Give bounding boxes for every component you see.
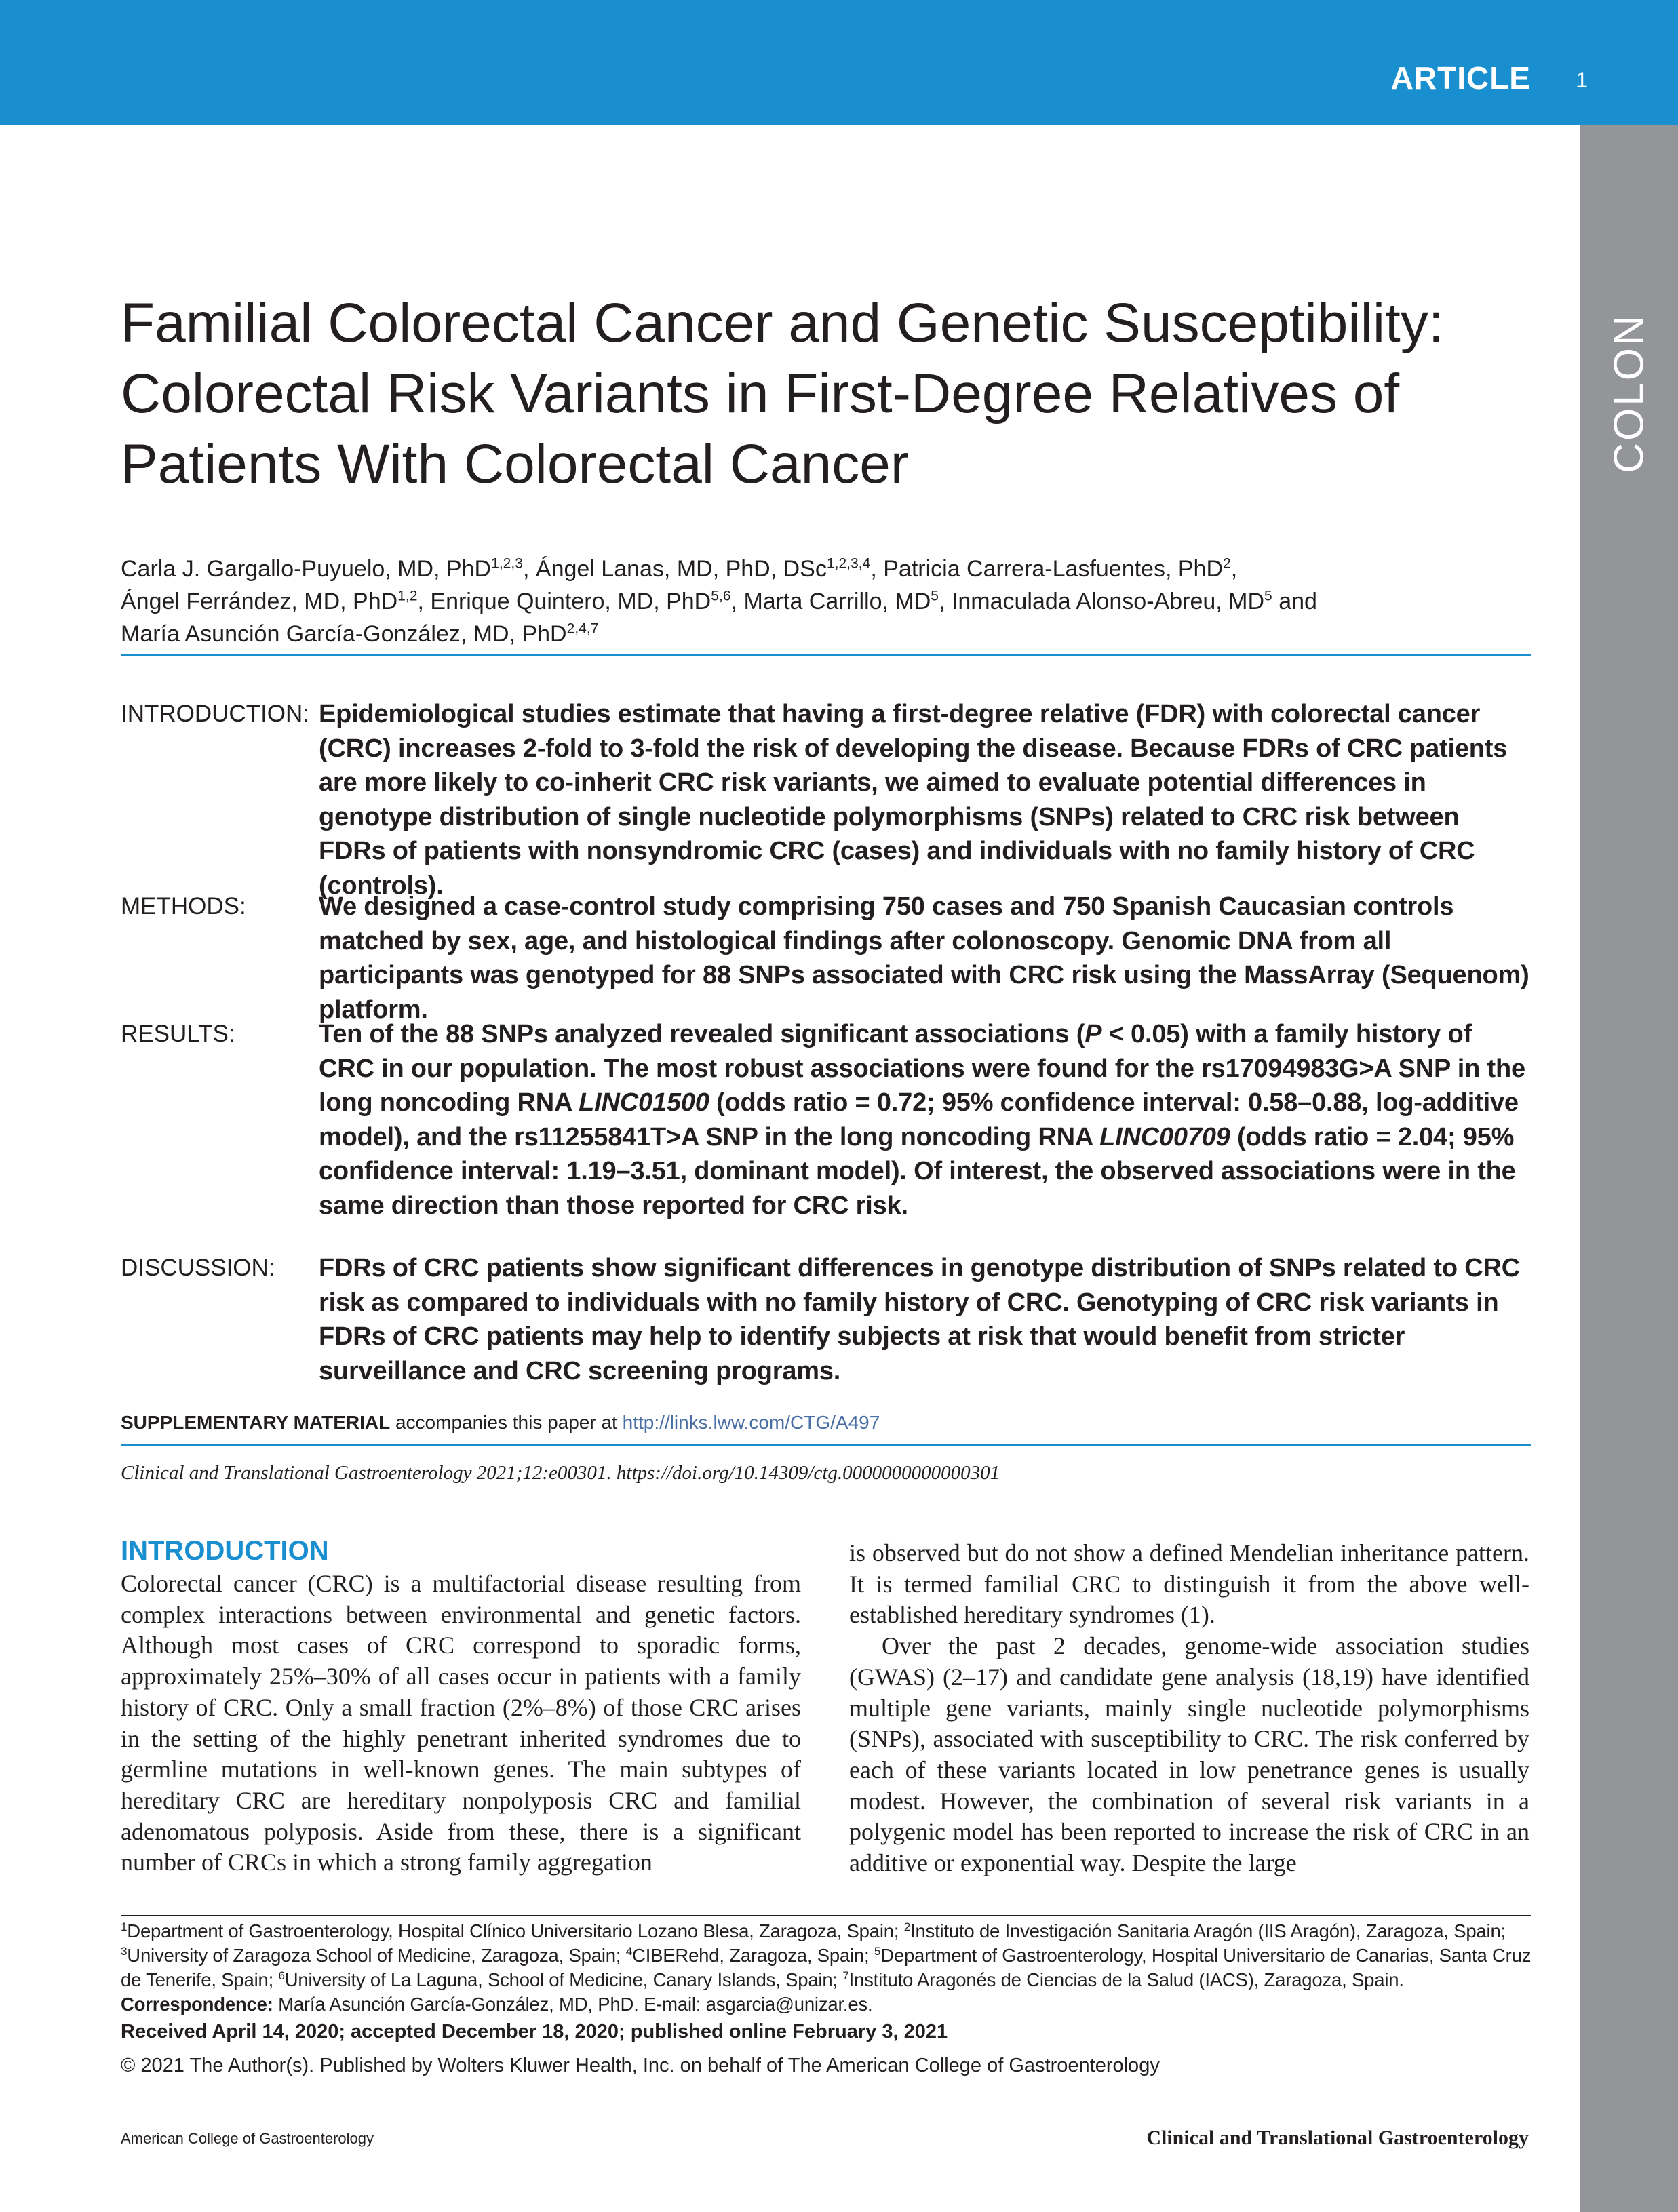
- author-list: [121, 553, 1538, 650]
- footer-society: American College of Gastroenterology: [121, 2130, 374, 2147]
- author-affiliation: 5: [1264, 588, 1272, 604]
- author-name: María Asunción García-González, MD, PhD: [121, 621, 567, 647]
- author-affiliation: 5,6: [711, 588, 731, 604]
- author-name: Patricia Carrera-Lasfuentes, PhD: [883, 556, 1224, 582]
- affiliation-number: 3: [121, 1944, 128, 1958]
- author-separator: ,: [870, 556, 884, 582]
- copyright-notice: © 2021 The Author(s). Published by Wolters Kluwer Health, Inc. on behalf of The American College of Gastroenterology: [121, 2055, 1160, 2076]
- abstract-results-label: RESULTS:: [121, 1021, 235, 1047]
- affiliation-number: 2: [903, 1920, 911, 1933]
- affiliation-text: Department of Gastroenterology, Hospital Universitario de Canarias, Santa Cruz de Tenerife, Spain;: [121, 1945, 1531, 1990]
- abstract-results-text: [319, 1017, 1533, 1223]
- article-type-label: ARTICLE: [1390, 60, 1531, 96]
- results-text-part: < 0.05) with a family history of CRC in our population. The most robust associations were found for the rs17094983G>A SNP in the long noncoding RNA: [319, 1020, 1525, 1117]
- author-separator: ,: [417, 589, 431, 614]
- correspondence-text: María Asunción García-González, MD, PhD. E-mail: asgarcia@unizar.es.: [273, 1994, 873, 2015]
- affiliation-text: Instituto Aragonés de Ciencias de la Salud (IACS), Zaragoza, Spain.: [848, 1969, 1404, 1990]
- affiliation-text: Department of Gastroenterology, Hospital Clínico Universitario Lozano Blesa, Zaragoza, Spain;: [127, 1920, 904, 1941]
- divider: [121, 1444, 1531, 1446]
- author-line: [121, 585, 1538, 618]
- body-column-left: [121, 1568, 801, 1878]
- section-label: COLON: [1605, 313, 1653, 473]
- abstract-methods-label: METHODS:: [121, 893, 246, 920]
- supplementary-label: SUPPLEMENTARY MATERIAL: [121, 1412, 391, 1433]
- affiliation-text: University of Zaragoza School of Medicine, Zaragoza, Spain;: [127, 1945, 626, 1966]
- affiliation-number: 4: [625, 1944, 633, 1958]
- divider: [121, 654, 1531, 656]
- author-affiliation: 2,4,7: [566, 620, 599, 637]
- author-name: Carla J. Gargallo-Puyuelo, MD, PhD: [121, 556, 492, 582]
- author-name: Inmaculada Alonso-Abreu, MD: [951, 589, 1265, 614]
- author-separator: ,: [522, 556, 536, 582]
- gene-name: LINC01500: [579, 1088, 709, 1117]
- author-line: [121, 553, 1538, 585]
- affiliation-text: CIBERehd, Zaragoza, Spain;: [632, 1945, 874, 1966]
- results-text-part: (odds ratio = 2.04; 95% confidence interval: 1.19–3.51, dominant model). Of interest, the observed associations were in the same direction than those reported for CRC risk.: [319, 1122, 1516, 1220]
- author-name: Ángel Ferrández, MD, PhD: [121, 589, 398, 614]
- title-line: Familial Colorectal Cancer and Genetic Susceptibility:: [121, 292, 1444, 354]
- supplementary-link[interactable]: http://links.lww.com/CTG/A497: [622, 1412, 880, 1433]
- supplementary-text: accompanies this paper at: [390, 1412, 623, 1433]
- body-paragraph: is observed but do not show a defined Mendelian inheritance pattern. It is termed familial CRC to distinguish it from the above well-established hereditary syndromes (1).: [849, 1539, 1529, 1629]
- author-affiliation: 1,2,3: [491, 555, 523, 572]
- author-separator: ,: [939, 589, 952, 614]
- title-line: Colorectal Risk Variants in First-Degree Relatives of: [121, 363, 1400, 424]
- author-name: Marta Carrillo, MD: [743, 589, 931, 614]
- affiliation-text: University of La Laguna, School of Medicine, Canary Islands, Spain;: [284, 1969, 843, 1990]
- section-label-container: [1584, 313, 1675, 473]
- body-paragraph: Colorectal cancer (CRC) is a multifactorial disease resulting from complex interactions between environmental and genetic factors. Although most cases of CRC correspond to sporadic forms, approximately 25%–30% of all cases occur in patients with a family history of CRC. Only a small fraction (2%–8%) of those CRC arises in the setting of the highly penetrant inherited syndromes due to germline mutations in well-known genes. The main subtypes of hereditary CRC are hereditary nonpolyposis CRC and familial adenomatous polyposis. Aside from these, there is a significant number of CRCs in which a strong family aggregation: [121, 1570, 801, 1876]
- author-affiliation: 5: [931, 588, 939, 604]
- author-separator: ,: [730, 589, 744, 614]
- article-title: [121, 288, 1531, 500]
- gene-name: LINC00709: [1099, 1122, 1230, 1151]
- page-number: 1: [1576, 68, 1588, 92]
- results-text-part: Ten of the 88 SNPs analyzed revealed significant associations (: [319, 1020, 1085, 1048]
- affiliation-number: 5: [874, 1944, 881, 1958]
- author-separator: and: [1272, 589, 1317, 614]
- author-name: Ángel Lanas, MD, PhD, DSc: [535, 556, 827, 582]
- affiliation-number: 1: [121, 1920, 128, 1933]
- author-affiliation: 1,2: [397, 588, 418, 604]
- results-text-part: (odds ratio = 0.72; 95% confidence interval: 0.58–0.88, log-additive model), and the rs11255841T>A SNP in the long noncoding RNA: [319, 1088, 1519, 1151]
- title-line: Patients With Colorectal Cancer: [121, 433, 910, 495]
- p-value-symbol: P: [1085, 1020, 1102, 1048]
- section-heading: INTRODUCTION: [121, 1536, 329, 1566]
- supplementary-note: [121, 1412, 880, 1434]
- received-dates: Received April 14, 2020; accepted December 18, 2020; published online February 3, 2021: [121, 2021, 948, 2042]
- abstract-discussion-text: FDRs of CRC patients show significant differences in genotype distribution of SNPs related to CRC risk as compared to individuals with no family history of CRC. Genotyping of CRC risk variants in FDRs of CRC patients may help to identify subjects at risk that would benefit from stricter surveillance and CRC screening programs.: [319, 1254, 1520, 1385]
- correspondence-label: Correspondence:: [121, 1994, 273, 2015]
- abstract-introduction-text: Epidemiological studies estimate that having a first-degree relative (FDR) with colorectal cancer (CRC) increases 2-fold to 3-fold the risk of developing the disease. Because FDRs of CRC patients are more likely to co-inherit CRC risk variants, we aimed to evaluate potential differences in genotype distribution of single nucleotide polymorphisms (SNPs) related to CRC risk between FDRs of patients with nonsyndromic CRC (cases) and individuals with no family history of CRC (controls).: [319, 700, 1508, 900]
- abstract-discussion-label: DISCUSSION:: [121, 1255, 275, 1281]
- abstract-methods-text: We designed a case-control study comprising 750 cases and 750 Spanish Caucasian controls matched by sex, age, and histological findings after colonoscopy. Genomic DNA from all participants was genotyped for 88 SNPs associated with CRC risk using the MassArray (Sequenom) platform.: [319, 892, 1529, 1024]
- affiliations-footnote: [121, 1919, 1533, 2017]
- author-separator: ,: [1230, 556, 1238, 582]
- affiliation-number: 6: [278, 1969, 285, 1982]
- footer-journal: Clinical and Translational Gastroenterology: [1146, 2127, 1529, 2149]
- body-column-right: [849, 1538, 1529, 1879]
- author-line: [121, 618, 1538, 650]
- body-paragraph: Over the past 2 decades, genome-wide association studies (GWAS) (2–17) and candidate gene analysis (18,19) have identified multiple gene variants, mainly single nucleotide polymorphisms (SNPs), associated with susceptibility to CRC. The risk conferred by each of these variants located in low penetrance genes is usually modest. However, the combination of several risk variants in a polygenic model has been reported to increase the risk of CRC in an additive or exponential way. Despite the large: [849, 1632, 1529, 1877]
- author-name: Enrique Quintero, MD, PhD: [430, 589, 711, 614]
- abstract-introduction-label: INTRODUCTION:: [121, 700, 310, 727]
- citation-line: Clinical and Translational Gastroenterology 2021;12:e00301. https://doi.org/10.14309/ctg.0000000000000301: [121, 1462, 1000, 1484]
- footnote-divider: [121, 1915, 1531, 1916]
- author-affiliation: 2: [1223, 555, 1231, 572]
- author-affiliation: 1,2,3,4: [826, 555, 871, 572]
- affiliation-number: 7: [842, 1969, 849, 1982]
- affiliation-text: Instituto de Investigación Sanitaria Aragón (IIS Aragón), Zaragoza, Spain;: [910, 1920, 1506, 1941]
